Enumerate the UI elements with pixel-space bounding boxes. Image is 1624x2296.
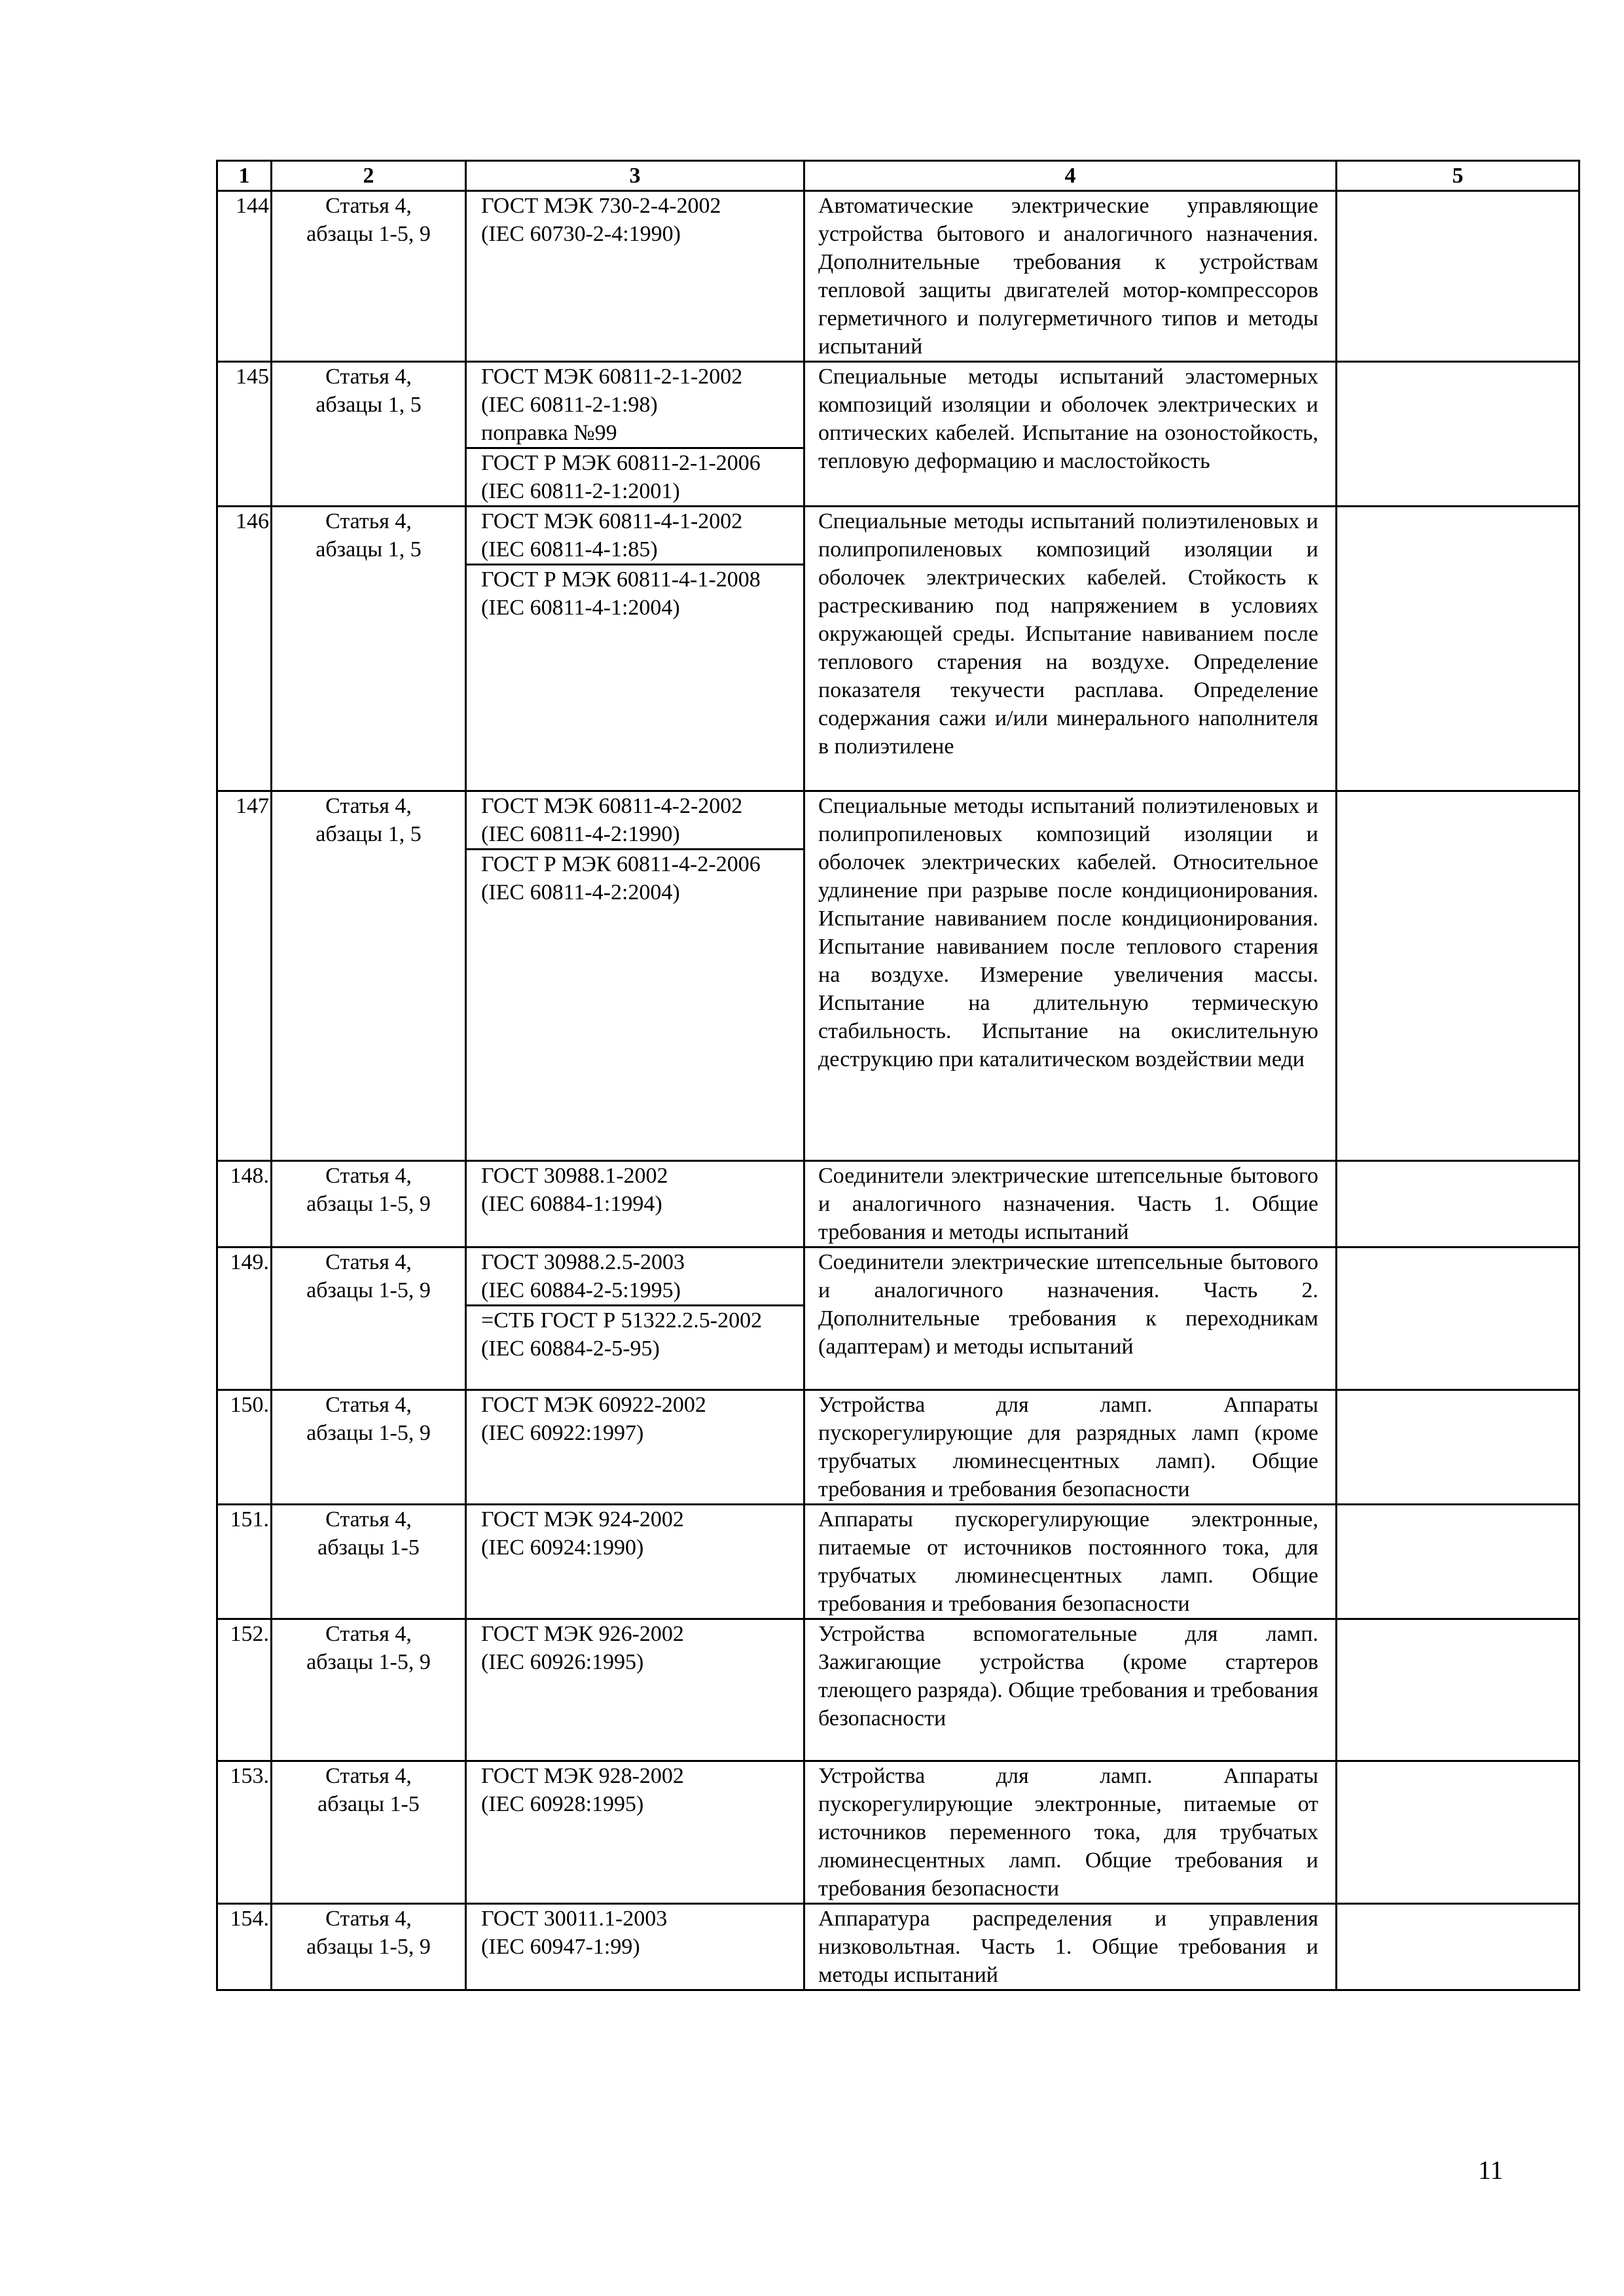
standard-line: (IEC 60811-4-1:2004)	[481, 596, 680, 620]
standard-cell	[466, 362, 804, 507]
standard-line: (IEC 60884-2-5-95)	[481, 1336, 660, 1361]
standard-line: (IEC 60926:1995)	[481, 1650, 644, 1674]
article-line: Статья 4,	[325, 509, 412, 533]
row-number: 151.	[217, 1505, 272, 1619]
standard-line: (IEC 60947-1:99)	[481, 1935, 640, 1959]
article-line: абзацы 1-5, 9	[306, 1192, 431, 1216]
standard-line: ГОСТ Р МЭК 60811-2-1-2006	[481, 451, 761, 475]
description-cell	[804, 1904, 1337, 1990]
table-body	[217, 161, 1579, 1990]
standard-cell	[466, 1619, 804, 1761]
description-cell	[804, 191, 1337, 362]
table-row	[217, 191, 1579, 362]
row-number: 153.	[217, 1761, 272, 1904]
standard-block	[481, 192, 798, 248]
page-number: 11	[1478, 2155, 1504, 2185]
standard-line: ГОСТ МЭК 60922-2002	[481, 1393, 706, 1417]
standard-line: (IEC 60928:1995)	[481, 1792, 644, 1816]
article-line: абзацы 1-5	[317, 1535, 420, 1560]
standard-block	[467, 848, 803, 906]
header-cell-1: 1	[217, 161, 272, 191]
description-cell	[804, 362, 1337, 507]
standard-block	[481, 363, 798, 447]
article-cell	[272, 1390, 466, 1505]
notes-cell	[1337, 191, 1579, 362]
standard-line: ГОСТ 30988.1-2002	[481, 1164, 668, 1188]
description-text: Устройства вспомогательные для ламп. Зажигающие устройства (кроме стартеров тлеющего разряда). Общие требования и требования безопасности	[818, 1622, 1319, 1731]
header-cell-4: 4	[804, 161, 1337, 191]
article-line: Статья 4,	[325, 1507, 412, 1532]
notes-cell	[1337, 1247, 1579, 1390]
standard-cell	[466, 507, 804, 791]
standard-line: ГОСТ МЭК 924-2002	[481, 1507, 684, 1532]
standard-line: (IEC 60811-4-2:1990)	[481, 822, 680, 846]
table-row	[217, 1161, 1579, 1247]
standard-line: (IEC 60730-2-4:1990)	[481, 222, 681, 246]
standard-line: (IEC 60811-4-1:85)	[481, 537, 658, 562]
article-line: абзацы 1-5, 9	[306, 1650, 431, 1674]
description-cell	[804, 791, 1337, 1161]
description-text: Специальные методы испытаний полиэтиленовых и полипропиленовых композиций изоляции и оболочек электрических кабелей. Относительное удлинение при разрыве после кондиционирования. Испытание навиванием после кондиционирования. Испытание навиванием после теплового старения на воздухе. Измерение увеличения массы. Испытание на длительную термическую стабильность. Испытание на окислительную деструкцию при каталитическом воздействии меди	[818, 794, 1318, 1071]
article-line: Статья 4,	[325, 1164, 412, 1188]
row-number: 145	[217, 362, 272, 507]
notes-cell	[1337, 791, 1579, 1161]
header-cell-2: 2	[272, 161, 466, 191]
description-cell	[804, 1761, 1337, 1904]
standard-line: ГОСТ 30988.2.5-2003	[481, 1250, 685, 1274]
article-line: Статья 4,	[325, 1764, 412, 1788]
notes-cell	[1337, 1390, 1579, 1505]
row-number: 154.	[217, 1904, 272, 1990]
description-text: Специальные методы испытаний эластомерных композиций изоляции и оболочек электрических и оптических кабелей. Испытание на озоностойкость, тепловую деформацию и маслостойкость	[818, 365, 1318, 473]
standard-block	[481, 1248, 798, 1304]
article-line: абзацы 1-5, 9	[306, 1935, 431, 1959]
row-number: 152.	[217, 1619, 272, 1761]
standard-line: =СТБ ГОСТ Р 51322.2.5-2002	[481, 1308, 763, 1333]
row-number: 146	[217, 507, 272, 791]
standard-block	[467, 1304, 803, 1363]
article-cell	[272, 1505, 466, 1619]
article-cell	[272, 362, 466, 507]
notes-cell	[1337, 1505, 1579, 1619]
table-row	[217, 1761, 1579, 1904]
standard-block	[481, 1391, 798, 1447]
standard-block	[481, 1905, 798, 1961]
description-text: Устройства для ламп. Аппараты пускорегулирующие электронные, питаемые от источников переменного тока, для трубчатых люминесцентных ламп. Общие требования и требования безопасности	[818, 1764, 1318, 1901]
row-number: 149.	[217, 1247, 272, 1390]
article-cell	[272, 1761, 466, 1904]
notes-cell	[1337, 507, 1579, 791]
description-cell	[804, 1247, 1337, 1390]
table-row	[217, 791, 1579, 1161]
article-cell	[272, 791, 466, 1161]
article-cell	[272, 191, 466, 362]
standard-line: (IEC 60811-2-1:2001)	[481, 479, 680, 503]
standard-line: ГОСТ МЭК 926-2002	[481, 1622, 684, 1646]
row-number: 144	[217, 191, 272, 362]
description-cell	[804, 1161, 1337, 1247]
standard-line: ГОСТ Р МЭК 60811-4-2-2006	[481, 852, 761, 876]
row-number: 147	[217, 791, 272, 1161]
standard-line: поправка №99	[481, 421, 617, 445]
notes-cell	[1337, 1904, 1579, 1990]
standard-cell	[466, 1390, 804, 1505]
article-line: Статья 4,	[325, 365, 412, 389]
standard-block	[481, 1162, 798, 1218]
standard-cell	[466, 1161, 804, 1247]
standard-line: ГОСТ МЭК 60811-2-1-2002	[481, 365, 743, 389]
standard-block	[467, 447, 803, 505]
standard-cell	[466, 191, 804, 362]
table-row	[217, 1390, 1579, 1505]
row-number: 150.	[217, 1390, 272, 1505]
article-line: абзацы 1-5, 9	[306, 1421, 431, 1445]
standard-line: ГОСТ 30011.1-2003	[481, 1907, 668, 1931]
article-line: абзацы 1-5	[317, 1792, 420, 1816]
notes-cell	[1337, 1761, 1579, 1904]
standard-line: (IEC 60884-1:1994)	[481, 1192, 662, 1216]
header-cell-5: 5	[1337, 161, 1579, 191]
standard-block	[481, 792, 798, 848]
description-cell	[804, 1390, 1337, 1505]
standard-block	[481, 1505, 798, 1562]
standards-table	[216, 160, 1580, 1991]
table-header-row	[217, 161, 1579, 191]
standard-cell	[466, 1247, 804, 1390]
article-line: Статья 4,	[325, 1250, 412, 1274]
standard-cell	[466, 791, 804, 1161]
standard-line: (IEC 60924:1990)	[481, 1535, 644, 1560]
article-line: Статья 4,	[325, 794, 412, 818]
article-line: абзацы 1, 5	[316, 822, 422, 846]
notes-cell	[1337, 1161, 1579, 1247]
description-text: Соединители электрические штепсельные бытового и аналогичного назначения. Часть 1. Общие требования и методы испытаний	[818, 1164, 1318, 1244]
article-cell	[272, 1619, 466, 1761]
description-text: Специальные методы испытаний полиэтиленовых и полипропиленовых композиций изоляции и оболочек электрических кабелей. Стойкость к растрескиванию под напряжением в условиях окружающей среды. Испытание навиванием после теплового старения на воздухе. Определение показателя текучести расплава. Определение содержания сажи и/или минерального наполнителя в полиэтилене	[818, 509, 1318, 759]
article-cell	[272, 1161, 466, 1247]
standard-block	[481, 1762, 798, 1818]
article-cell	[272, 1904, 466, 1990]
description-text: Аппараты пускорегулирующие электронные, питаемые от источников постоянного тока, для трубчатых люминесцентных ламп. Общие требования и требования безопасности	[818, 1507, 1318, 1616]
description-text: Соединители электрические штепсельные бытового и аналогичного назначения. Часть 2. Дополнительные требования к переходникам (адаптерам) и методы испытаний	[818, 1250, 1318, 1359]
table-row	[217, 1904, 1579, 1990]
article-cell	[272, 1247, 466, 1390]
description-text: Автоматические электрические управляющие устройства бытового и аналогичного назначения. Дополнительные требования к устройствам тепловой защиты двигателей мотор-компрессоров герметичного и полугерметичного типов и методы испытаний	[818, 194, 1318, 359]
table-row	[217, 1505, 1579, 1619]
standard-block	[467, 564, 803, 622]
standard-block	[481, 1620, 798, 1676]
table-row	[217, 507, 1579, 791]
table-row	[217, 362, 1579, 507]
standard-cell	[466, 1505, 804, 1619]
article-line: абзацы 1, 5	[316, 537, 422, 562]
standard-line: ГОСТ МЭК 60811-4-1-2002	[481, 509, 743, 533]
table-row	[217, 1247, 1579, 1390]
article-line: абзацы 1-5, 9	[306, 222, 431, 246]
header-cell-3: 3	[466, 161, 804, 191]
description-cell	[804, 1505, 1337, 1619]
standard-line: ГОСТ Р МЭК 60811-4-1-2008	[481, 567, 761, 592]
notes-cell	[1337, 362, 1579, 507]
standard-cell	[466, 1904, 804, 1990]
article-line: Статья 4,	[325, 194, 412, 218]
article-line: Статья 4,	[325, 1622, 412, 1646]
notes-cell	[1337, 1619, 1579, 1761]
standard-line: ГОСТ МЭК 60811-4-2-2002	[481, 794, 743, 818]
description-cell	[804, 1619, 1337, 1761]
table-row	[217, 1619, 1579, 1761]
row-number: 148.	[217, 1161, 272, 1247]
standard-line: ГОСТ МЭК 730-2-4-2002	[481, 194, 721, 218]
standard-line: (IEC 60884-2-5:1995)	[481, 1278, 681, 1302]
standard-line: (IEC 60811-2-1:98)	[481, 393, 658, 417]
article-line: Статья 4,	[325, 1393, 412, 1417]
description-text: Аппаратура распределения и управления низковольтная. Часть 1. Общие требования и методы испытаний	[818, 1907, 1318, 1987]
article-line: Статья 4,	[325, 1907, 412, 1931]
standard-line: (IEC 60811-4-2:2004)	[481, 880, 680, 905]
article-line: абзацы 1, 5	[316, 393, 422, 417]
standard-line: (IEC 60922:1997)	[481, 1421, 644, 1445]
standard-block	[481, 507, 798, 564]
standard-cell	[466, 1761, 804, 1904]
article-cell	[272, 507, 466, 791]
description-text: Устройства для ламп. Аппараты пускорегулирующие для разрядных ламп (кроме трубчатых люминесцентных ламп). Общие требования и требования безопасности	[818, 1393, 1318, 1501]
standard-line: ГОСТ МЭК 928-2002	[481, 1764, 684, 1788]
description-cell	[804, 507, 1337, 791]
article-line: абзацы 1-5, 9	[306, 1278, 431, 1302]
